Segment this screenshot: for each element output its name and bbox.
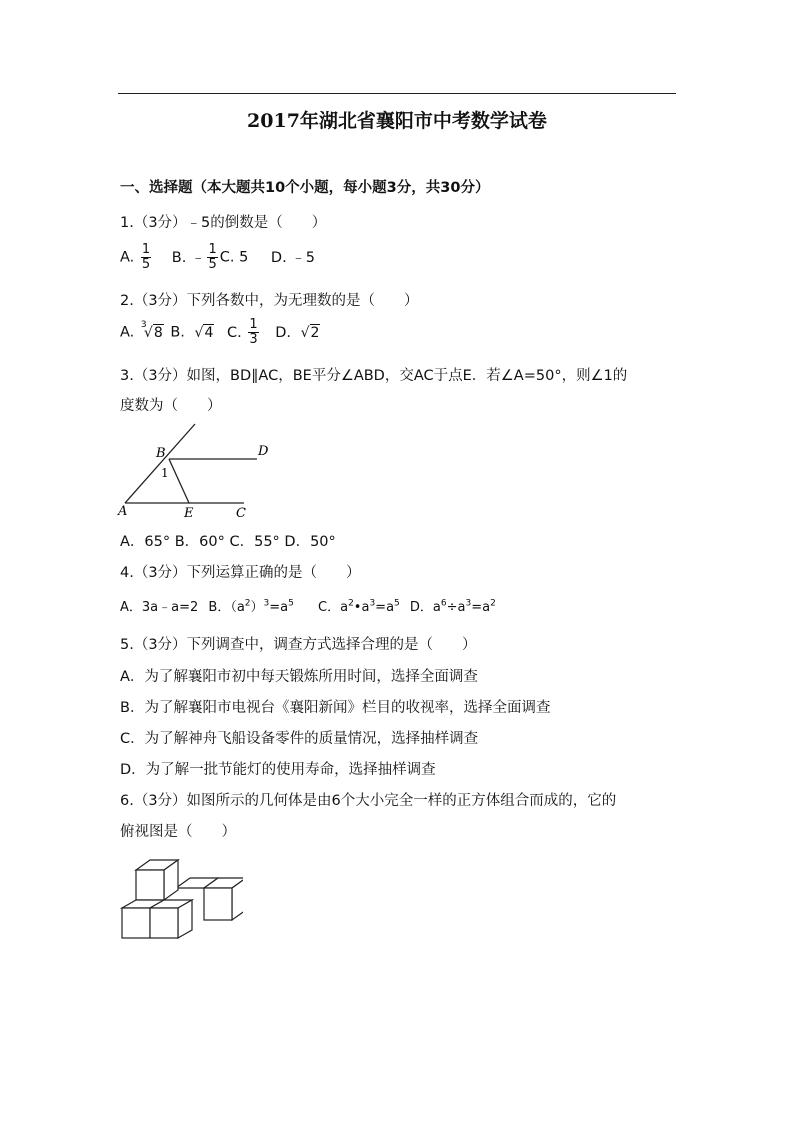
question-5-option-d: D．为了解一批节能灯的使用寿命，选择抽样调查	[120, 762, 436, 778]
question-1-options	[120, 243, 315, 272]
option-b-label: B.	[170, 324, 185, 341]
parallel-lines-figure	[114, 420, 284, 520]
option-d-label: D.	[275, 324, 291, 341]
option-c: C. 5	[219, 249, 249, 266]
question-6-stem-line1: 6.（3分）如图所示的几何体是由6个大小完全一样的正方体组合而成的，它的	[120, 793, 617, 809]
header-rule	[118, 93, 676, 94]
fraction: $\frac{1}{5}$	[141, 242, 151, 272]
question-5-option-b: B．为了解襄阳市电视台《襄阳新闻》栏目的收视率，选择全面调查	[120, 700, 551, 716]
question-6-stem-line2: 俯视图是（ ）	[120, 824, 236, 840]
exam-title: 2017年湖北省襄阳市中考数学试卷	[247, 110, 547, 132]
angle-1-label: 1	[161, 466, 169, 480]
label-b: B	[156, 446, 166, 461]
label-a: A	[118, 504, 128, 519]
question-5-stem: 5.（3分）下列调查中，调查方式选择合理的是（ ）	[120, 637, 477, 653]
option-a: A．3a﹣a=2	[120, 600, 199, 615]
option-d: D. ﹣5	[270, 249, 316, 266]
question-3-stem-line1: 3.（3分）如图，BD∥AC，BE平分∠ABD，交AC于点E．若∠A=50°，则∠1的	[120, 368, 628, 384]
fraction: $\frac{1}{3}$	[249, 317, 258, 347]
question-1-stem: 1.（3分）﹣5的倒数是（ ）	[120, 215, 327, 231]
cube-root: 3 √8	[140, 319, 163, 341]
line-be	[169, 459, 189, 503]
cube-solid-figure	[118, 850, 243, 940]
section-heading: 一、选择题（本大题共10个小题，每小题3分，共30分）	[120, 180, 490, 196]
option-c-label: C.	[226, 324, 242, 341]
option-a-label: A.	[120, 324, 135, 341]
option-c: C．$a^2•a^3=a^5$	[318, 598, 400, 615]
square-root: √2	[300, 324, 320, 341]
question-3-options: A．65° B．60° C．55° D．50°	[120, 534, 336, 550]
option-d: D．$a^6\div a^3=a^2$	[409, 598, 496, 615]
label-e: E	[184, 506, 194, 520]
question-3-stem-line2: 度数为（ ）	[120, 398, 222, 414]
question-5-option-c: C．为了解神舟飞船设备零件的质量情况，选择抽样调查	[120, 731, 479, 747]
option-a-label: A.	[120, 249, 135, 266]
line-ab-extended	[125, 424, 195, 503]
question-4-options	[120, 596, 496, 615]
question-2-options	[120, 318, 322, 347]
square-root: √4	[194, 324, 214, 341]
option-b: B．$(a^2)^3=a^5$	[208, 598, 294, 615]
question-5-option-a: A．为了解襄阳市初中每天锻炼所用时间，选择全面调查	[120, 669, 478, 685]
fraction: $\frac{1}{5}$	[208, 242, 217, 272]
label-c: C	[236, 506, 246, 520]
question-4-stem: 4.（3分）下列运算正确的是（ ）	[120, 565, 361, 581]
question-2-stem: 2.（3分）下列各数中，为无理数的是（ ）	[120, 293, 419, 309]
option-b-label: B. ﹣	[171, 249, 206, 266]
label-d: D	[258, 444, 269, 459]
